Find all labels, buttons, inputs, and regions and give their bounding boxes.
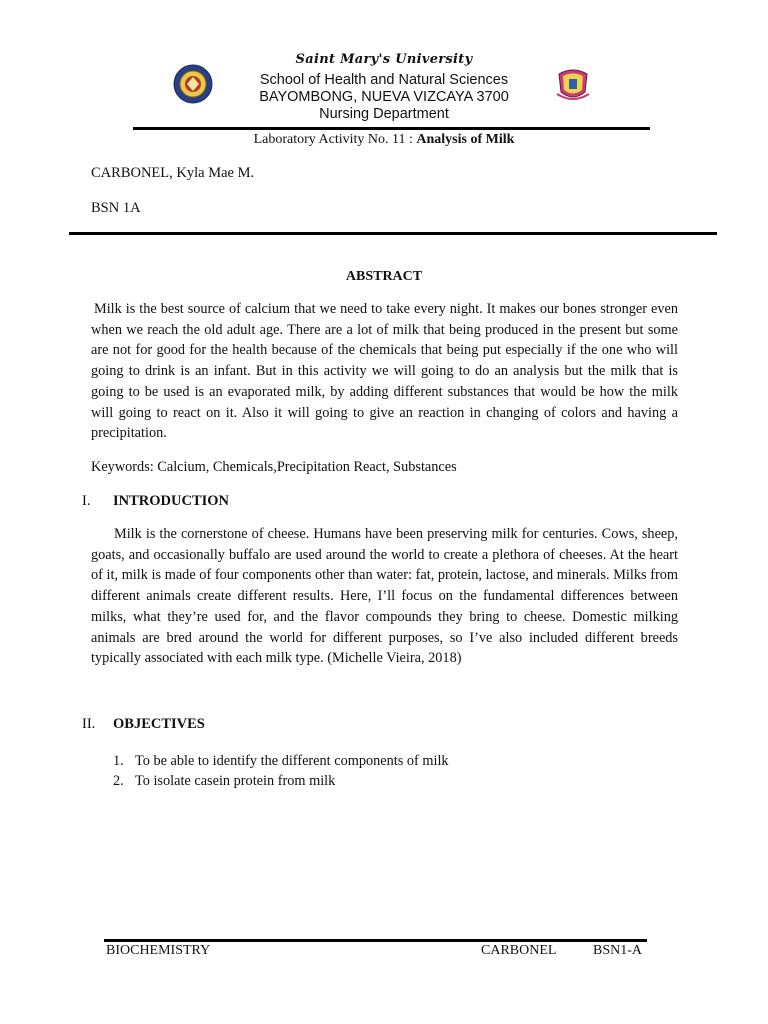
abstract-body: Milk is the best source of calcium that we need to take every night. It makes our bones stronger even when we reach the old adult age. There are a lot of milk that being produced in the present but some are not for good for the health because of the chemicals that being put especially if the one who will going to drink is an infant. But in this activity we will going to do an analysis but the milk that is going to be used is an evaporated milk, by adding different substances that would be how the milk will going to react on it. Also it will going to give an reaction in changing of colors and having a precipitation. (91, 301, 678, 442)
objectives-list (113, 751, 449, 791)
introduction-heading: INTRODUCTION (113, 493, 230, 509)
list-item-number: 1. (113, 753, 124, 769)
info-divider (69, 232, 717, 235)
student-name: CARBONEL, Kyla Mae M. (91, 165, 255, 181)
university-name: Saint Mary's University (295, 52, 473, 67)
list-item (113, 751, 449, 771)
footer-subject: BIOCHEMISTRY (106, 943, 211, 958)
list-item-text: To be able to identify the different components of milk (135, 753, 449, 769)
list-item (113, 771, 449, 791)
student-section: BSN 1A (91, 200, 141, 216)
header-divider (133, 127, 650, 130)
department-name: Nursing Department (319, 106, 449, 122)
footer-section: BSN1-A (593, 943, 643, 958)
objectives-number: II. (82, 716, 96, 732)
activity-subject: Analysis of Milk (416, 132, 515, 147)
school-address: BAYOMBONG, NUEVA VIZCAYA 3700 (259, 89, 509, 105)
list-item-number: 2. (113, 773, 124, 789)
list-item-text: To isolate casein protein from milk (135, 773, 336, 789)
objectives-heading: OBJECTIVES (113, 716, 205, 732)
introduction-number: I. (82, 493, 91, 509)
keywords: Keywords: Calcium, Chemicals,Precipitation React, Substances (91, 459, 457, 475)
introduction-body: Milk is the cornerstone of cheese. Humans have been preserving milk for centuries. Cows, sheep, goats, and occasionally buffalo are used around the world to create a plethora of cheeses. At the heart of it, milk is made of four components other than water: fat, protein, lactose, and minerals. Milks from different animals create different results. Here, I’ll focus on the fundamental differences between milks, what they’re used for, and the flavor compounds they bring to cheese. Domestic milking animals are bred around the world for different purposes, so I’ve also included different breeds typically associated with each milk type. (Michelle Vieira, 2018) (91, 526, 678, 667)
school-name: School of Health and Natural Sciences (259, 72, 509, 88)
abstract-heading: ABSTRACT (345, 269, 423, 284)
activity-title (0, 132, 768, 148)
footer-divider (104, 939, 647, 942)
footer-surname: CARBONEL (481, 943, 557, 958)
activity-prefix: Laboratory Activity No. 11 : (253, 132, 417, 147)
